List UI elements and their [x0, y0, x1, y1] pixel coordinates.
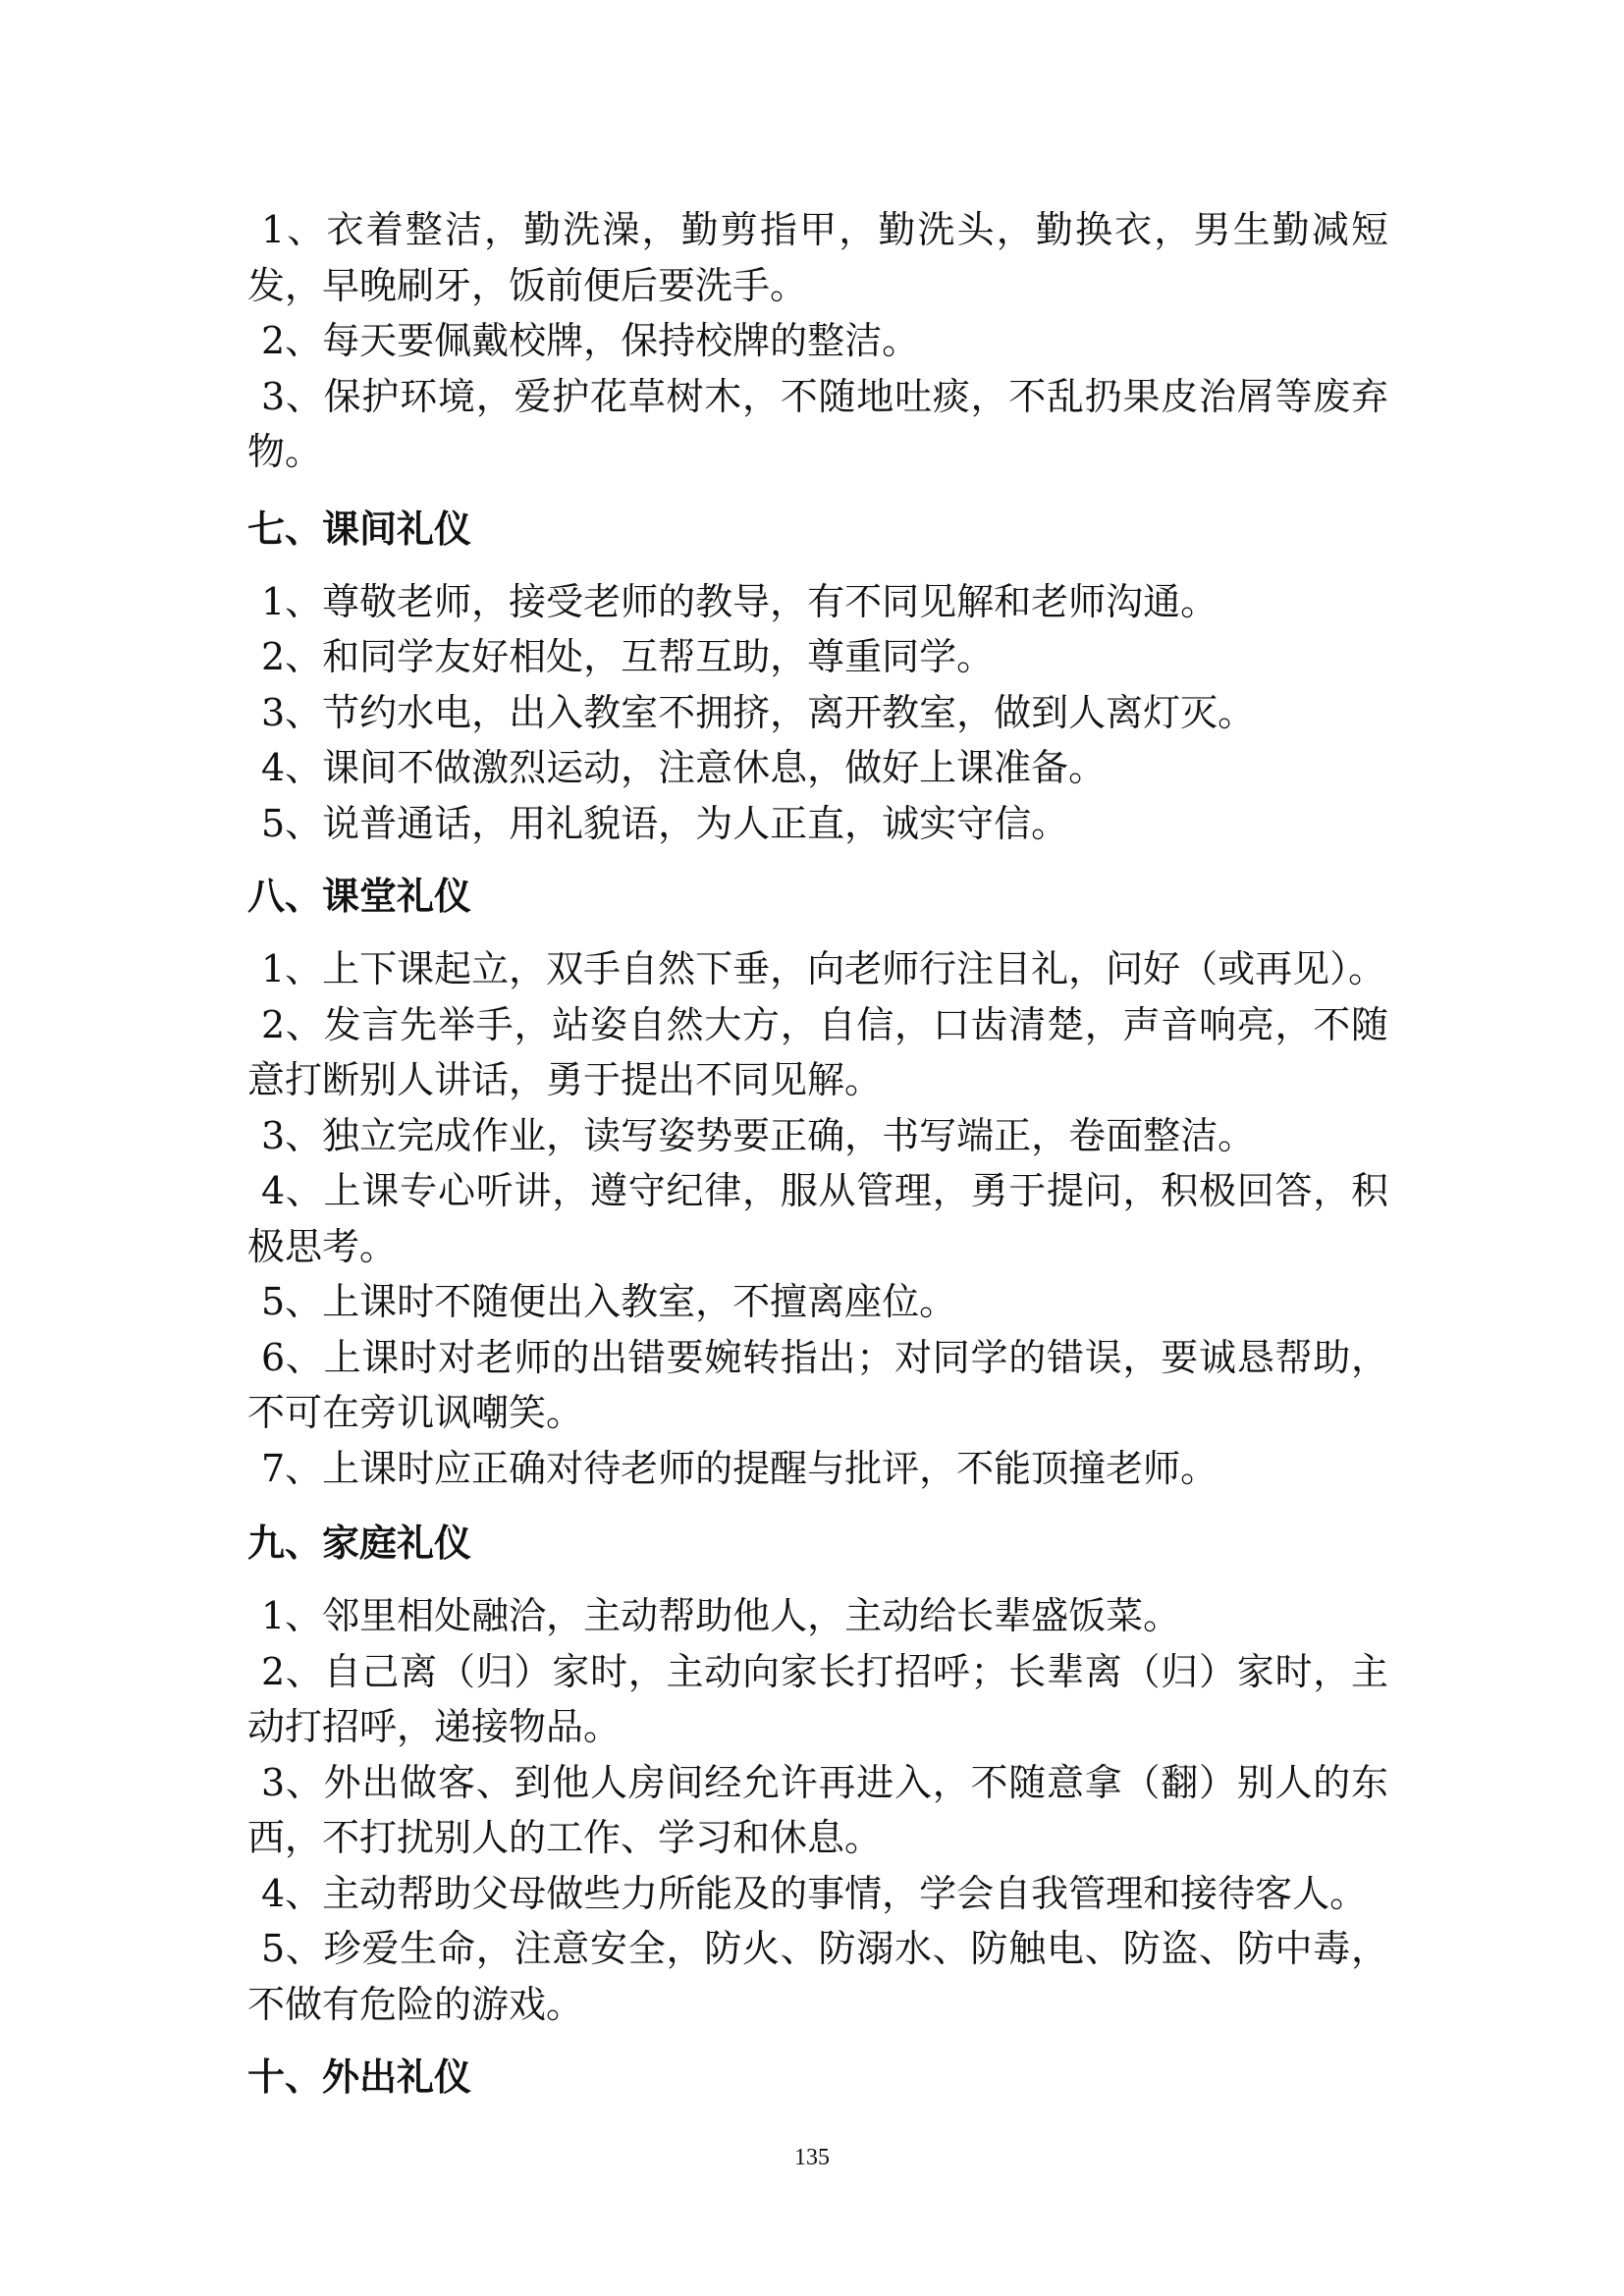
list-item: 3、保护环境，爱护花草树木，不随地吐痰，不乱扔果皮治屑等废弃物。 [247, 374, 1388, 473]
list-item: 2、自己离（归）家时，主动向家长打招呼；长辈离（归）家时，主动打招呼，递接物品。 [247, 1649, 1388, 1748]
list-item: 1、尊敬老师，接受老师的教导，有不同见解和老师沟通。 [261, 579, 1218, 623]
page-number: 135 [794, 2145, 830, 2170]
list-item: 1、邻里相处融洽，主动帮助他人，主动给长辈盛饭菜。 [261, 1594, 1181, 1637]
section-heading-outing-etiquette: 十、外出礼仪 [247, 2056, 472, 2099]
list-item: 3、节约水电，出入教室不拥挤，离开教室，做到人离灯灭。 [261, 690, 1256, 734]
section-heading-classroom-etiquette: 八、课堂礼仪 [247, 875, 472, 918]
list-item: 4、课间不做激烈运动，注意休息，做好上课准备。 [261, 746, 1107, 789]
list-item: 5、说普通话，用礼貌语，为人正直，诚实守信。 [261, 801, 1069, 845]
list-item: 2、和同学友好相处，互帮互助，尊重同学。 [261, 635, 995, 678]
list-item: 7、上课时应正确对待老师的提醒与批评，不能顶撞老师。 [261, 1446, 1218, 1490]
list-item: 4、主动帮助父母做些力所能及的事情，学会自我管理和接待客人。 [261, 1871, 1368, 1915]
list-item: 5、珍爱生命，注意安全，防火、防溺水、防触电、防盗、防中毒，不做有危险的游戏。 [247, 1927, 1388, 2026]
list-item: 1、上下课起立，双手自然下垂，向老师行注目礼，问好（或再见）。 [261, 947, 1386, 990]
list-item: 3、外出做客、到他人房间经允许再进入，不随意拿（翻）别人的东西，不打扰别人的工作、学习和休息。 [247, 1760, 1388, 1859]
section-heading-break-etiquette: 七、课间礼仪 [247, 507, 472, 551]
list-item: 2、每天要佩戴校牌，保持校牌的整洁。 [261, 319, 920, 362]
section-heading-family-etiquette: 九、家庭礼仪 [247, 1522, 472, 1565]
list-item: 2、发言先举手，站姿自然大方，自信，口齿清楚，声音响亮，不随意打断别人讲话，勇于提出不同见解。 [247, 1002, 1388, 1101]
list-item: 3、独立完成作业，读写姿势要正确，书写端正，卷面整洁。 [261, 1113, 1256, 1157]
list-item: 6、上课时对老师的出错要婉转指出；对同学的错误，要诚恳帮助，不可在旁讥讽嘲笑。 [247, 1335, 1388, 1434]
list-item: 1、衣着整洁，勤洗澡，勤剪指甲，勤洗头，勤换衣，男生勤减短发，早晚刷牙，饭前便后要洗手。 [247, 208, 1388, 307]
page-content [247, 202, 1388, 2105]
list-item: 5、上课时不随便出入教室，不擅离座位。 [261, 1280, 957, 1323]
list-item: 4、上课专心听讲，遵守纪律，服从管理，勇于提问，积极回答，积极思考。 [247, 1169, 1388, 1268]
